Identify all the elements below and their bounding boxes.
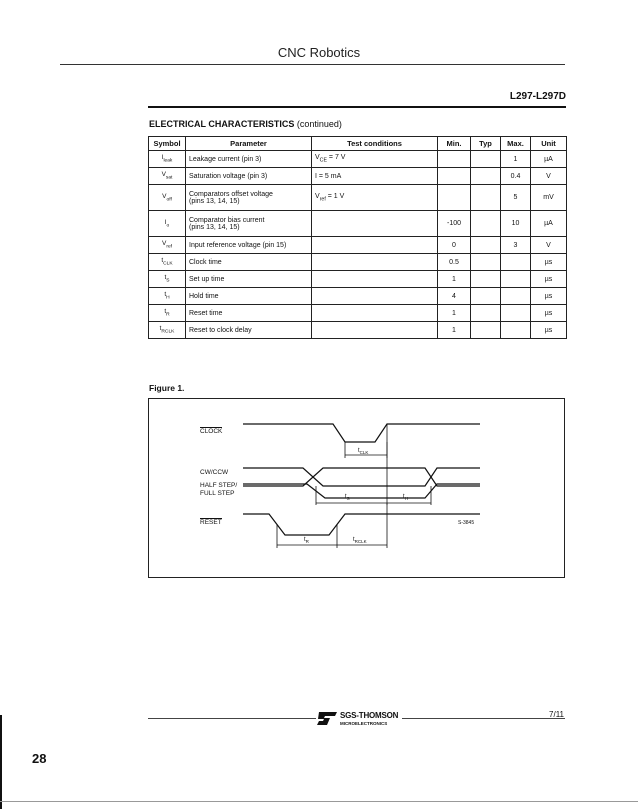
min-cell: 1 [438, 305, 471, 322]
section-title-rest: (continued) [294, 119, 342, 129]
column-header: Parameter [186, 137, 312, 151]
parameter-cell: Set up time [186, 271, 312, 288]
max-cell: 10 [501, 211, 531, 237]
min-cell: 1 [438, 322, 471, 339]
conditions-cell: $V_{ref} = 1$ V [312, 185, 438, 211]
reset-label-text: RESET [200, 519, 222, 526]
parameter-line: (pins 13, 14, 15) [189, 223, 240, 231]
unit-cell: µs [531, 288, 567, 305]
footer-rule-left [148, 718, 316, 719]
trclk-label: $t_{RCLK}$ [353, 537, 367, 545]
clock-label-text: CLOCK [200, 428, 223, 435]
unit-cell: V [531, 237, 567, 254]
tclk-label: $t_{CLK}$ [358, 448, 369, 456]
symbol-cell: $t_{RCLK}$ [149, 322, 186, 339]
column-header: Typ [471, 137, 501, 151]
symbol-cell: $I_o$ [149, 211, 186, 237]
ts-label: $t_S$ [345, 494, 350, 502]
section-title-bold: ELECTRICAL CHARACTERISTICS [149, 119, 295, 129]
reset-waveform [243, 514, 480, 535]
unit-cell: µs [531, 322, 567, 339]
unit-cell: µA [531, 151, 567, 168]
parameter-line: Comparator bias current [189, 216, 265, 224]
column-header: Max. [501, 137, 531, 151]
parameter-cell: Reset time [186, 305, 312, 322]
document-header-title: CNC Robotics [277, 45, 361, 60]
conditions-cell: $V_{CE} = 7$ V [312, 151, 438, 168]
column-header: Test conditions [312, 137, 438, 151]
clock-waveform [243, 424, 480, 442]
bottom-rule [0, 801, 638, 802]
unit-cell: µs [531, 305, 567, 322]
page-number: 28 [32, 751, 47, 766]
st-logo-icon [316, 710, 338, 726]
cw-ccw-waveform-lower [243, 468, 480, 486]
parameter-line: (pins 13, 14, 15) [189, 197, 240, 205]
footer-rule-right [402, 718, 565, 719]
symbol-cell: $V_{ref}$ [149, 237, 186, 254]
unit-cell: µs [531, 254, 567, 271]
unit-cell: mV [531, 185, 567, 211]
parameter-cell: Saturation voltage (pin 3) [186, 168, 312, 185]
column-header: Min. [438, 137, 471, 151]
half-step-label: HALF STEP/ [200, 482, 238, 489]
unit-cell: V [531, 168, 567, 185]
parameter-line: Comparators offset voltage [189, 190, 273, 198]
symbol-cell: $t_S$ [149, 271, 186, 288]
symbol-cell: $t_R$ [149, 305, 186, 322]
parameter-cell: Input reference voltage (pin 15) [186, 237, 312, 254]
symbol-cell: $t_{CLK}$ [149, 254, 186, 271]
min-cell: 4 [438, 288, 471, 305]
clock-label [200, 428, 222, 435]
cw-ccw-label: CW/CCW [200, 469, 229, 476]
parameter-cell: Reset to clock delay [186, 322, 312, 339]
reset-label [200, 519, 222, 526]
min-cell: 0 [438, 237, 471, 254]
cw-ccw-waveform-upper [243, 468, 480, 486]
figure-label: Figure 1. [149, 383, 185, 393]
parameter-cell: Clock time [186, 254, 312, 271]
min-cell: -100 [438, 211, 471, 237]
tr-label: $t_R$ [304, 537, 309, 545]
column-header: Unit [531, 137, 567, 151]
column-header: Symbol [149, 137, 186, 151]
part-number: L297-L297D [509, 91, 566, 102]
parameter-cell: Hold time [186, 288, 312, 305]
min-cell: 1 [438, 271, 471, 288]
left-margin-bar [0, 715, 2, 809]
unit-cell: µs [531, 271, 567, 288]
full-step-label: FULL STEP [200, 490, 235, 497]
max-cell: 3 [501, 237, 531, 254]
company-subtitle: MICROELECTRONICS [340, 721, 388, 726]
parameter-cell: Leakage current (pin 3) [186, 151, 312, 168]
max-cell: 1 [501, 151, 531, 168]
symbol-cell: $V_{off}$ [149, 185, 186, 211]
page-info: 7/11 [549, 710, 564, 719]
figure-reference-code: S-3845 [458, 520, 475, 526]
th-label: $t_H$ [403, 494, 408, 502]
unit-cell: µA [531, 211, 567, 237]
symbol-cell: $V_{sat}$ [149, 168, 186, 185]
symbol-cell: $I_{leak}$ [149, 151, 186, 168]
company-name: SGS-THOMSON [340, 711, 399, 720]
max-cell: 0.4 [501, 168, 531, 185]
min-cell: 0.5 [438, 254, 471, 271]
conditions-cell: I = 5 mA [312, 168, 438, 185]
max-cell: 5 [501, 185, 531, 211]
symbol-cell: $t_H$ [149, 288, 186, 305]
